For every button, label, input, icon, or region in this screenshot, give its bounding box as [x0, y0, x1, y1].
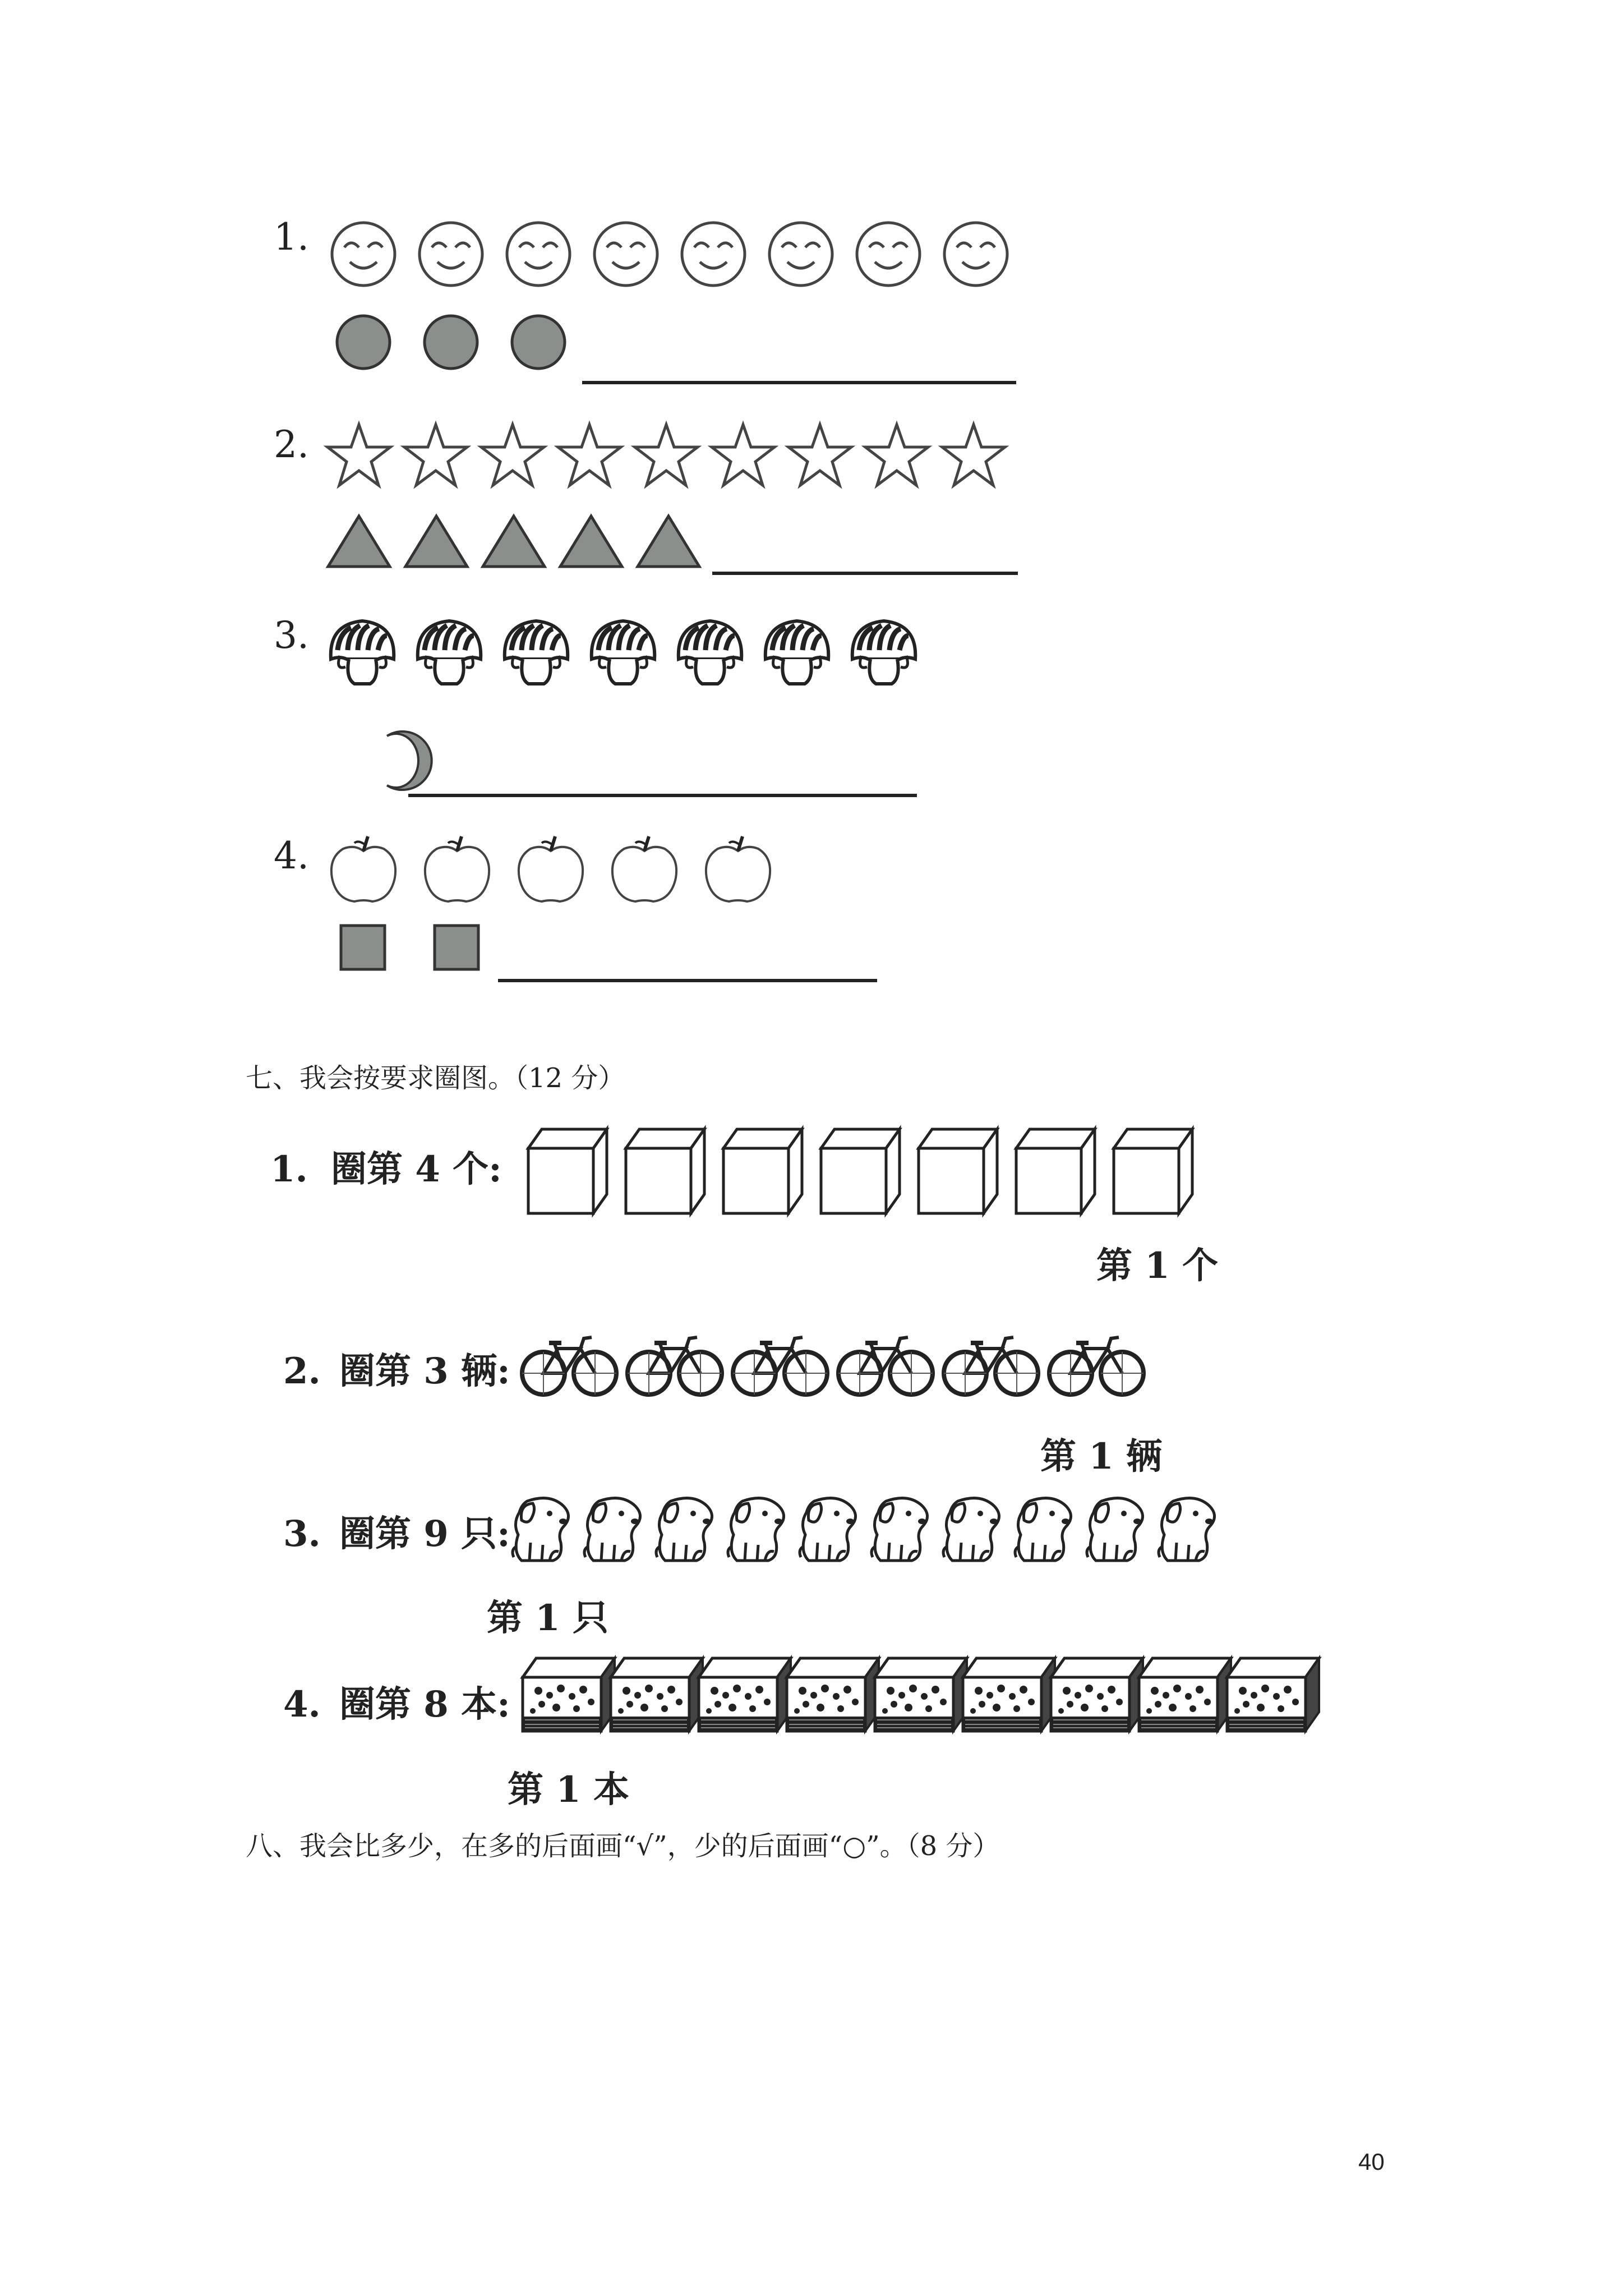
mushroom-icon [418, 621, 481, 684]
gray-triangle-row [328, 516, 699, 567]
cube-icon [723, 1129, 802, 1213]
smiley-face-icon [332, 223, 395, 286]
item-number: 2. [274, 423, 309, 466]
star-icon [635, 425, 698, 485]
gray-circle-icon [425, 316, 477, 369]
first-item-label: 第 1 辆 [1040, 1435, 1163, 1478]
storybook-icon [875, 1658, 967, 1731]
gray-square-icon [341, 926, 385, 969]
circle-task-1 [270, 1129, 1218, 1287]
gray-circle-icon [512, 316, 565, 369]
apple-row [331, 836, 770, 901]
gray-triangle-icon [405, 516, 467, 567]
mushroom-icon [766, 621, 829, 684]
puppy-icon [656, 1498, 712, 1561]
cube-icon [1016, 1129, 1095, 1213]
circle-task-2 [283, 1337, 1162, 1478]
task-number: 2. [283, 1350, 321, 1392]
compare-item-2 [274, 423, 1018, 573]
gray-triangle-icon [328, 516, 390, 567]
bicycle-icon [522, 1337, 616, 1395]
star-icon [328, 425, 390, 485]
task-number: 4. [283, 1683, 321, 1726]
first-item-label: 第 1 本 [508, 1769, 630, 1811]
mushroom-icon [505, 621, 568, 684]
storybook-icon [699, 1658, 791, 1731]
storybook-icon [1227, 1658, 1319, 1731]
smiley-face-icon [769, 223, 832, 286]
task-instruction: 圈第 4 个: [331, 1148, 502, 1190]
star-icon [942, 425, 1005, 485]
apple-icon [612, 836, 676, 901]
star-row [328, 425, 1005, 485]
star-icon [789, 425, 851, 485]
storybook-icon [1139, 1658, 1231, 1731]
circle-task-4 [283, 1658, 1319, 1811]
smiley-face-icon [507, 223, 570, 286]
bicycle-icon [628, 1337, 722, 1395]
storybook-icon [523, 1658, 615, 1731]
cube-icon [626, 1129, 704, 1213]
apple-icon [425, 836, 489, 901]
bicycle-icon [733, 1337, 827, 1395]
gray-circle-icon [337, 316, 390, 369]
star-icon [558, 425, 621, 485]
puppy-icon [584, 1498, 640, 1561]
compare-item-3 [274, 614, 917, 795]
storybook-row [523, 1658, 1319, 1731]
puppy-icon [1087, 1498, 1143, 1561]
smiley-face-row [332, 223, 1007, 286]
gray-square-icon [435, 926, 478, 969]
task-instruction: 圈第 3 辆: [339, 1350, 510, 1392]
page-number: 40 [1358, 2148, 1385, 2175]
bicycle-icon [1049, 1337, 1144, 1395]
cube-icon [821, 1129, 900, 1213]
cube-row [528, 1129, 1192, 1213]
item-number: 3. [274, 614, 309, 657]
star-icon [712, 425, 774, 485]
gray-triangle-icon [638, 516, 699, 567]
task-number: 1. [270, 1148, 308, 1190]
circle-task-3 [283, 1498, 1215, 1639]
smiley-face-icon [419, 223, 482, 286]
mushroom-icon [592, 621, 655, 684]
cube-icon [1114, 1129, 1192, 1213]
task-instruction: 圈第 8 本: [339, 1683, 510, 1726]
storybook-icon [1051, 1658, 1143, 1731]
storybook-icon [787, 1658, 879, 1731]
task-number: 3. [283, 1513, 321, 1555]
puppy-icon [513, 1498, 569, 1561]
bicycle-row [522, 1337, 1144, 1395]
smiley-face-icon [594, 223, 657, 286]
cube-icon [919, 1129, 997, 1213]
item-number: 1. [274, 215, 309, 259]
star-icon [865, 425, 928, 485]
compare-item-4 [274, 834, 877, 981]
apple-icon [519, 836, 583, 901]
apple-icon [706, 836, 770, 901]
compare-item-1 [274, 215, 1016, 383]
mushroom-icon [679, 621, 742, 684]
gray-circle-row [337, 316, 565, 369]
apple-icon [331, 836, 395, 901]
bicycle-icon [838, 1337, 933, 1395]
gray-triangle-icon [560, 516, 622, 567]
star-icon [404, 425, 467, 485]
first-item-label: 第 1 只 [487, 1597, 609, 1639]
storybook-icon [611, 1658, 703, 1731]
gray-triangle-icon [483, 516, 545, 567]
cube-icon [528, 1129, 607, 1213]
smiley-face-icon [682, 223, 745, 286]
smiley-face-icon [944, 223, 1007, 286]
puppy-icon [943, 1498, 999, 1561]
section-heading: 七、我会按要求圈图。（12 分） [246, 1062, 625, 1094]
puppy-row [513, 1498, 1215, 1561]
bicycle-icon [944, 1337, 1038, 1395]
mushroom-icon [852, 621, 916, 684]
puppy-icon [800, 1498, 856, 1561]
puppy-icon [1015, 1498, 1071, 1561]
item-number: 4. [274, 834, 309, 877]
puppy-icon [1159, 1498, 1215, 1561]
mushroom-row [331, 621, 916, 684]
first-item-label: 第 1 个 [1096, 1245, 1219, 1287]
puppy-icon [728, 1498, 784, 1561]
smiley-face-icon [857, 223, 920, 286]
mushroom-icon [331, 621, 394, 684]
star-icon [481, 425, 544, 485]
storybook-icon [963, 1658, 1055, 1731]
crescent-moon-icon [387, 731, 432, 790]
puppy-icon [872, 1498, 928, 1561]
section-heading: 八、我会比多少，在多的后面画“√”，少的后面画“○”。（8 分） [246, 1830, 1000, 1862]
task-instruction: 圈第 9 只: [339, 1513, 510, 1555]
